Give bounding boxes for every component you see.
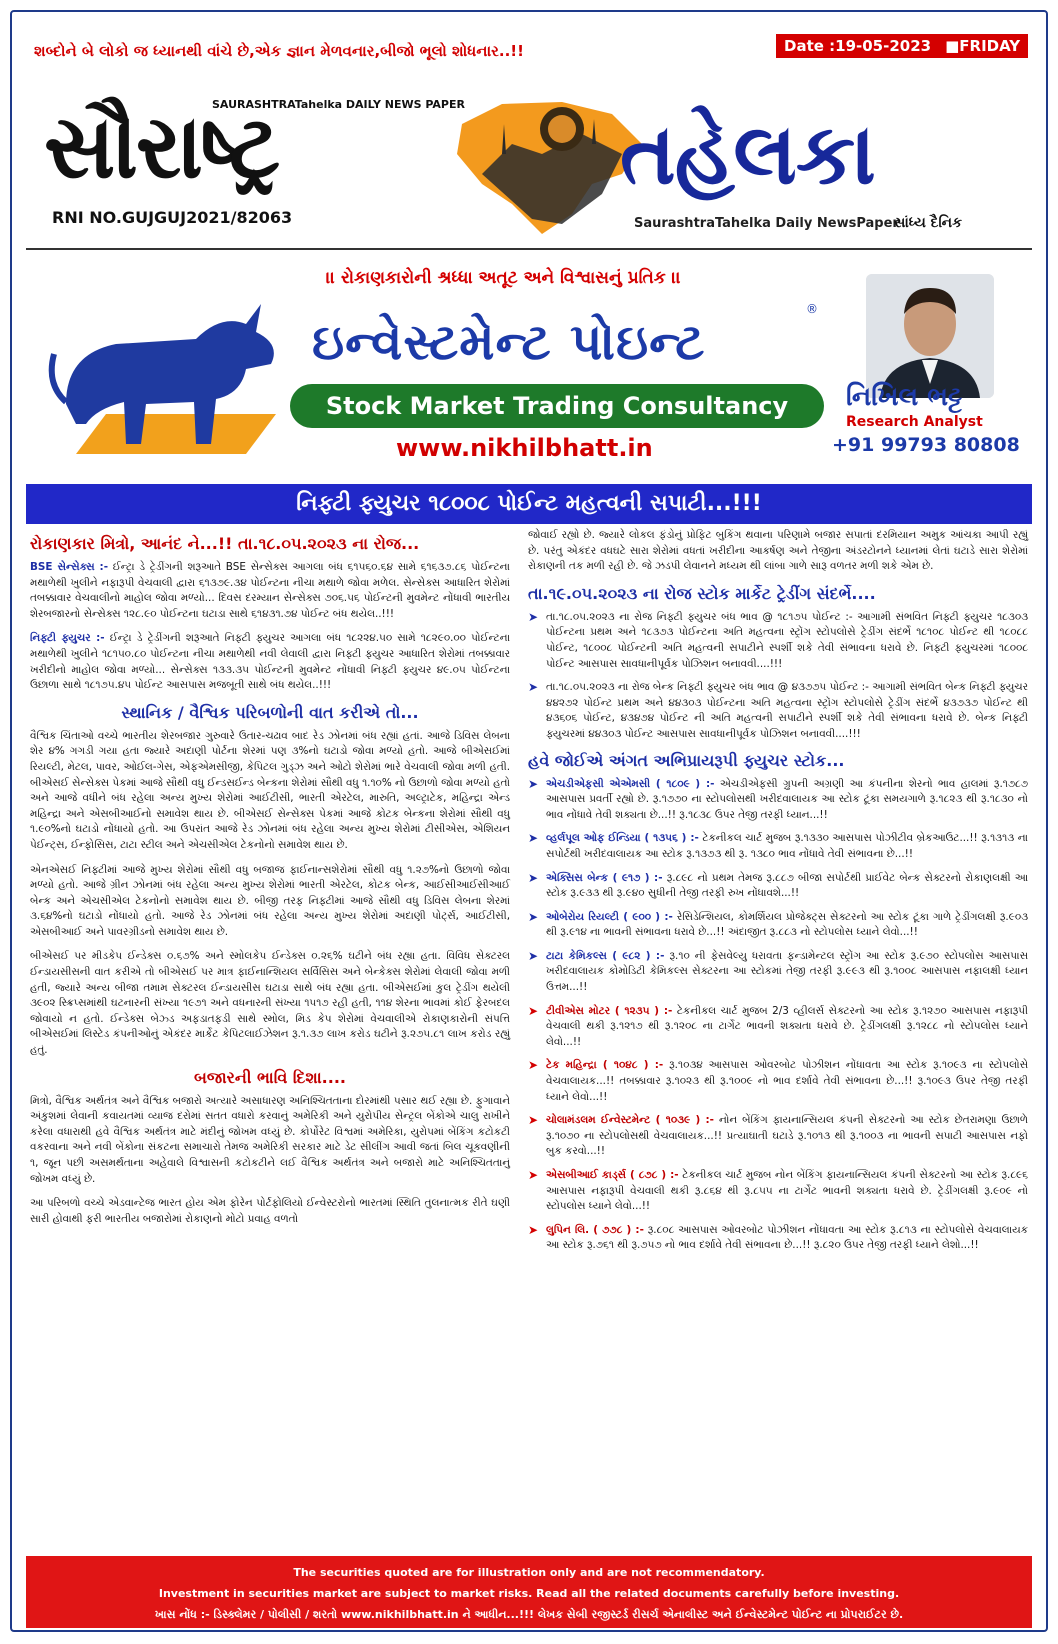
nifty-technical-item: ➤ તા.૧૮.૦૫.૨૦૨૩ ના રોજ નિફ્ટી ફ્યુચર બંધ ભાવ @ ૧૮૧૭૫ પોઈન્ટ :- આગામી સંભવિત નિફ્ટી ફ્યુચર ૧૮૩૦૩ પોઈન્ટના પ્રથમ અને ૧૮૩૭૩ પોઈન્ટના અતિ મહત્વના સ્ટ્રોંગ સ્ટોપલોસે ટ્રેડીંગ સંદર્ભે ૧૮૧૦૮ પોઈન્ટ થી ૧૮૦૮૮ પોઈન્ટ, ૧૮૦૦૮ પોઈન્ટની અતિ મહત્વની સપાટીને સ્પર્શી શકે તેવી સંભાવના ધરાવે છે. નિફ્ટી ફ્યુચરમાં ૧૮૦૦૮ પોઈન્ટ આસપાસ સાવધાનીપૂર્વક પોઝિશન બનાવવી....!!! (528, 610, 1028, 672)
stock-name: વ્હર્લપૂલ ઓફ ઈન્ડિયા ( ૧૩૫૬ ) :- (546, 832, 699, 845)
continued-paragraph: જોવાઈ રહ્યો છે. જ્યારે લોકલ ફંડોનું પ્રોફિટ બુકિંગ થવાના પરિણામે બજાર સપાતાં દરમિયાન અમુક આંચકા આપી રહ્યું છે. પરંતુ એકંદર વધઘટે સારા શેરોમાં વધતાં ખરીદીના આકર્ષણ અને તેજીના અંડરટોનને ધ્યાનમાં લેતાં ઘટાડે સારા શેરોમાં રોકાણની તક મળી રહી છે. જે ઝડપી લેવાનને મધ્યમ થી લાંબા ગાળે સારૂ વળતર મળી શકે એમ છે. (528, 529, 1028, 573)
arrow-icon: ➤ (528, 1222, 539, 1237)
global-paragraph-1: વૈશ્વિક ચિંતાઓ વચ્ચે ભારતીય શેરબજાર ગુરુવારે ઉતાર-ચઢાવ બાદ રેડ ઝોનમાં બંધ રહ્યાં હતાં. આજે ડિવિસ લેબના શેર ૪% ગગડી ગયા હતા જ્યારે અદાણી પોર્ટના શેરમાં પણ ૩%નો ઘટાડો જોવા મળ્યો હતો. આજે બીએસઈમાં રિયલ્ટી, મેટલ, પાવર, ઓઈલ-ગેસ, એફએમસીજી, કેપિટલ ગુડ્ઝ અને ઓટો શેરોમાં ભારે વેચવાલી જોવા મળી હતી. બીએસઈ સેન્સેક્સ પેકમાં આજે સૌથી વધુ ઈન્ડસઈન્ડ બેન્કના શેરોમાં સૌથી વધુ ૧.૧૦% નો ઉછાળો જોવા મળ્યો હતો અને આજે વધીને બંધ રહેલા અન્ય મુખ્ય શેરોમાં આઈટીસી, ભારતી એરટેલ, મારુતિ, અલ્ટ્રાટેક, મહિન્દ્રા એન્ડ મહિન્દ્રા અને એસબીઆઈનો સમાવેશ થાય છે. બીએસઈ સેન્સેક્સ પેકમાં આજે કોટક બેન્કના શેરોમાં સૌથી વધુ ૧.૯૦%નો ઘટાડો નોંધાયો હતો. આ ઉપરાંત આજે રેડ ઝોનમાં બંધ રહેલા અન્ય મુખ્ય શેરોમાં ટીસીએસ, એશિયન પેઈન્ટ્સ, ઈન્ફોસિસ, ટાટા સ્ટીલ અને એચસીએલ ટેકનોનો સમાવેશ થાય છે. (30, 729, 510, 851)
bull-icon (46, 284, 296, 474)
stock-name: એક્સિસ બેન્ક ( ૯૧૭ ) :- (546, 871, 663, 884)
masthead-divider (26, 248, 1032, 250)
arrow-icon: ➤ (528, 1168, 539, 1182)
stock-name: ઓબેરોય રિયલ્ટી ( ૯૦૦ ) :- (546, 910, 673, 923)
stock-name: ટાટા કેમિકલ્સ ( ૯૮૨ ) :- (546, 949, 665, 962)
masthead-subtitle: SAURASHTRATahelka DAILY NEWS PAPER (212, 98, 465, 111)
stock-item (528, 831, 1028, 862)
stock-text: નોન બેંકિંગ ફાયનાન્સિયલ કંપની સેક્ટરનો આ સ્ટોક છેતરામણા ઉછાળે રૂ.૧૦૭૦ ના સ્ટોપલોસથી વેચવાલાયક...!! પ્રત્યાઘાતી ઘટાડે રૂ.૧૦૧૩ થી રૂ.૧૦૦૩ ના ભાવની સપાટી આસપાસ નફો બુક કરવો...!! (546, 1114, 1028, 1158)
person-icon (866, 274, 994, 398)
arrow-icon: ➤ (528, 776, 539, 791)
stock-item (528, 777, 1028, 824)
disclaimer-line-1: The securities quoted are for illustration only and are not recommendatory. (293, 1566, 765, 1579)
masthead (12, 12, 1046, 244)
arrow-icon: ➤ (528, 1113, 539, 1128)
stock-text: રૂ.૮૯૮ નો પ્રથમ તેમજ રૂ.૮૮૭ બીજા સપોર્ટથી પ્રાઈવેટ બેન્ક સેક્ટરનો રોકાણલક્ષી આ સ્ટોક રૂ.૯૩૩ થી રૂ.૯૪૦ સુધીની તેજી તરફી રુખ નોંધાવશે...!! (546, 871, 1028, 900)
stock-item (528, 1113, 1028, 1160)
arrow-icon: ➤ (528, 609, 539, 624)
arrow-icon: ➤ (528, 831, 539, 846)
stock-name: ચોલામંડલમ ઈન્વેસ્ટમેન્ટ ( ૧૦૩૯ ) :- (546, 1114, 714, 1127)
main-headline: નિફ્ટી ફ્યુચર ૧૮૦૦૮ પોઈન્ટ મહત્વની સપાટી...!!! (26, 484, 1032, 524)
stocks-heading: હવે જોઈએ અંગત અભિપ્રાયરૂપી ફ્યુચર સ્ટોક... (528, 750, 845, 770)
arrow-icon: ➤ (528, 948, 539, 963)
stock-item (528, 1223, 1028, 1254)
stock-name: એચડીએફસી એએમસી ( ૧૮૦૯ ) :- (546, 777, 715, 790)
masthead-daily-label: સાંધ્ય દૈનિક (894, 215, 962, 231)
stock-text: ટેકનીકલ ચાર્ટ મુજબ રૂ.૧૩૩૦ આસપાસ પોઝીટીવ બ્રેકઆઉટ...!! રૂ.૧૩૧૩ ના સપોર્ટથી ખરીદવાલાયક આ સ્ટોક રૂ.૧૩૭૩ થી રૂ. ૧૩૮૦ ભાવ નોંધાવે તેવી સંભાવના છે...!! (546, 832, 1028, 860)
ad-website-link[interactable]: www.nikhilbhatt.in (396, 434, 653, 462)
registered-mark: ® (806, 302, 818, 316)
future-paragraph-2: આ પરિબળો વચ્ચે એડવાન્ટેજ ભારત હોય એમ ફોરેન પોર્ટફોલિયો ઈન્વેસ્ટરોનો ભારતમાં સ્થિતિ તુલનાત્મક રીતે ઘણી સારી હોવાથી ફરી ભારતીય બજારોમાં રોકાણનો મોટો પ્રવાહ વળતો (30, 1197, 510, 1225)
future-paragraph-1: મિત્રો, વૈશ્વિક અર્થતંત્ર અને વૈશ્વિક બજારો અત્યારે અસાધારણ અનિશ્ચિતતાના દોરમાંથી પસાર થઈ રહ્યા છે. ફુગાવાને અંકુશમાં લેવાની કવાયતમાં વ્યાજ દરોમાં સતત વધારો કરવાનું અમેરિકી અને યુરોપીય સેન્ટ્રલ બેંકોએ ચાલુ રાખીને કરેલા વધારાથી હવે વૈશ્વિક અર્થતંત્ર માટે મંદીનું જોખમ વધ્યું છે. કોર્પોરેટ વિશ્વમાં અમેરિકા, યુરોપમાં બેંકિંગ કટોકટી વકરવાના અને નવી બેંકોના સંકટના સમાચારો તેમજ અમેરિકી સરકાર માટે ડેટ સીલીંગ આવી જતાં બિલ ચૂકવણીની ૧, જૂન પછી અસમર્થતાના અહેવાલે વિશ્વાસની કટોકટીને લઈ વૈશ્વિક અર્થતંત્ર અને બજારો માટે અનિશ્ચિતતાનું જોખમ વધ્યું છે. (30, 1094, 510, 1185)
bse-paragraph: BSE સેન્સેક્સ :- ઈન્ટ્રા ડે ટ્રેડીંગની શરૂઆતે BSE સેન્સેક્સ આગલા બંધ ૬૧૫૬૦.૬૪ સામે ૬૧૬૩૭.૮૬ પોઈન્ટના મથાળેથી ખુલીને નફારૂપી વેચવાલી દ્વારા ૬૧૩૭૯.૩૪ પોઈન્ટના નીચા મથાળે જોવા મળેલ. સેન્સેક્સ આધારિત શેરોમાં તબક્કાવાર વેચવાલીનો માહોલ જોવા મળ્યો... દિવસ દરમ્યાન સેન્સેક્સ ૭૦૬.૫૬ પોઈન્ટની મુવમેન્ટ નોંધાવી ભારતીય શેરબજારનો સેન્સેક્સ ૧૨૮.૯૦ પોઈન્ટના ઘટાડા સાથે ૬૧૪૩૧.૭૪ પોઈન્ટ બંધ થયેલ..!!! (30, 561, 510, 620)
stock-text: ટેકનીકલ ચાર્ટ મુજબ 2/3 વ્હીલર્સ સેક્ટરનો આ સ્ટોક રૂ.૧૨૭૦ આસપાસ નફારૂપી વેચવાલી થકી રૂ.૧૨૧૭ થી રૂ.૧૨૦૮ ના ટાર્ગેટ ભાવની શક્યતા ધરાવે છે. ટ્રેડીંગલક્ષી રૂ.૧૨૮૮ નો સ્ટોપલોસ ધ્યાને લેવો...!! (546, 1004, 1028, 1048)
date-text: Date :19-05-2023 (784, 37, 932, 55)
stock-item (528, 871, 1028, 902)
arrow-icon: ➤ (528, 1058, 539, 1073)
disclaimer-line-3: ખાસ નોંધ :- ડિસ્ક્લેમર / પોલીસી / શરતો www.nikhilbhatt.in ને આધીન...!!! લેખક સેબી રજીસ્ટર્ડ રીસર્ચ એનાલીસ્ટ અને ઈન્વેસ્ટમેન્ટ પોઈન્ટ ના પ્રોપરાઈટર છે. (154, 1608, 904, 1621)
stock-item (528, 1058, 1028, 1105)
stock-list (528, 777, 1028, 1254)
global-paragraph-3: બીએસઈ પર મીડકેપ ઈન્ડેક્સ ૦.૬૭% અને સ્મોલકેપ ઈન્ડેક્સ ૦.૨૬% ઘટીને બંધ રહ્યા હતા. વિવિધ સેક્ટરલ ઈન્ડાયસીસની વાત કરીએ તો બીએસઈ પર માત્ર ફાઈનાન્શિયલ સર્વિસિસ અને બેન્કેક્સ શેરોમાં લેવાલી જોવા મળી હતી, જ્યારે અન્ય બીજા તમામ સેક્ટરલ ઈન્ડાયસીસ ઘટાડા સાથે બંધ રહ્યા હતા. બીએસઈમાં કુલ ટ્રેડીંગ થયેલી ૩૯૦૨ સ્ક્રિપ્સમાંથી ઘટનારની સંખ્યા ૧૯૭૧ અને વધનારની સંખ્યા ૧૫૧૭ રહી હતી, ૧૧૪ શેરના ભાવમાં કોઈ ફેરબદલ જોવાયો ન હતો. ઈન્ડેક્સ બેઝ્ડ અફડાતફડી સાથે સ્મોલ, મિડ કેપ શેરોમાં વેચવાલીએ રોકાણકારોની સંપત્તિ બીએસઈમાં લિસ્ટેડ કંપનીઓનું એકંદર માર્કેટ કેપિટલાઈઝેશન રૂ.૧.૩૭ લાખ કરોડ ઘટીને રૂ.૨૭૫.૮૧ લાખ કરોડ રહ્યું હતું. (30, 950, 510, 1057)
banknifty-technical-item: ➤ તા.૧૮.૦૫.૨૦૨૩ ના રોજ બેન્ક નિફ્ટી ફ્યુચર બંધ ભાવ @ ૪૩૭૭૫ પોઈન્ટ :- આગામી સંભવિત બેન્ક નિફ્ટી ફ્યુચર ૪૪૨૭૨ પોઈન્ટ પ્રથમ અને ૪૪૩૦૩ પોઈન્ટના અતિ મહત્વના સ્ટ્રોંગ સ્ટોપલોસે ટ્રેડીંગ સંદર્ભે ૪૩૭૩૭ પોઈન્ટ થી ૪૩૬૦૬ પોઈન્ટ, ૪૩૪૭૪ પોઈન્ટ ની અતિ મહત્વની સપાટીને સ્પર્શી શકે તેવી સંભાવના ધરાવે છે. બેન્ક નિફ્ટી ફ્યુચરમાં ૪૪૩૦૩ પોઈન્ટ આસપાસ સાવધાનીપૂર્વક પોઝિશન બનાવવી....!!! (528, 680, 1028, 742)
masthead-english-name: SaurashtraTahelka Daily NewsPaper (634, 216, 899, 231)
arrow-icon: ➤ (528, 680, 539, 695)
disclaimer-line-2: Investment in securities market are subject to market risks. Read all the related documents carefully before investing. (158, 1587, 900, 1600)
intro-heading: રોકાણકાર મિત્રો, આનંદ ને...!! તા.૧૮.૦૫.૨૦૨૩ ના રોજ... (30, 534, 420, 553)
global-factors-heading: સ્થાનિક / વૈશ્વિક પરિબળોની વાત કરીએ તો... (121, 702, 419, 722)
stock-item (528, 1004, 1028, 1051)
stock-name: લુપિન લિ. ( ૭૭૮ ) :- (546, 1223, 644, 1236)
rni-number: RNI NO.GUJGUJ2021/82063 (52, 208, 293, 227)
day-text: ■FRIDAY (945, 37, 1021, 55)
stock-text: રૂ.૧૦૩૪ આસપાસ ઓવરબોટ પોઝીશન નોંધાવતા આ સ્ટોક રૂ.૧૦૯૩ ના સ્ટોપલોસે વેચવાલાયક...!! તબક્કાવાર રૂ.૧૦૨૩ થી રૂ.૧૦૦૯ નો ભાવ દર્શાવે તેવી સંભાવના છે...!! રૂ.૧૦૯૩ ઉપર તેજી તરફી ધ્યાને લેવો...!! (546, 1059, 1028, 1103)
date-box (776, 34, 1028, 58)
analyst-photo (866, 274, 994, 398)
analyst-phone[interactable]: +91 99793 80808 (832, 434, 1020, 456)
future-direction-heading: બજારની ભાવિ દિશા.... (194, 1067, 346, 1087)
global-paragraph-2: એનએસઈ નિફ્ટીમાં આજે મુખ્ય શેરોમાં સૌથી વધુ બજાજ ફાઈનાન્સશેરોમાં સૌથી વધુ ૧.૨૭%નો ઉછાળો જોવા મળ્યો હતો. આજે ગ્રીન ઝોનમાં બંધ રહેલા અન્ય મુખ્ય શેરોમાં ભારતી એરટેલ, કોટક બેન્ક, આઈસીઆઈસીઆઈ બેન્ક અને એચસીએલ ટેકનોનો સમાવેશ થાય છે. બીજી તરફ નિફ્ટીમાં આજે સૌથી વધુ ડિવિસ લેબના શેરમાં ૩.૬૪%નો ઘટાડો નોંધાયો હતો. આજે રેડ ઝોનમાં બંધ રહેલા અન્ય મુખ્ય શેરોમાં અદાણી પોર્ટ્સ, આઈટીસી, એસબીઆઈ અને પાવરગ્રીડનો સમાવેશ થાય છે. (30, 863, 510, 938)
ad-tagline-bar: Stock Market Trading Consultancy (290, 384, 824, 428)
stock-name: ટીવીએસ મોટર ( ૧૨૩૫ ) :- (546, 1004, 673, 1017)
analyst-role: Research Analyst (846, 414, 983, 430)
nifty-paragraph: નિફ્ટી ફ્યુચર :- ઈન્ટ્રા ડે ટ્રેડીંગની શરૂઆતે નિફ્ટી ફ્યુચર આગલા બંધ ૧૮૨૨૪.૫૦ સામે ૧૮૨૯૦.૦૦ પોઈન્ટના મથાળેથી ખુલીને ૧૮૧૫૦.૮૦ પોઈન્ટના નીચા મથાળેથી નવી લેવાલી દ્વારા નિફ્ટી ફ્યુચર આધારિત શેરોમાં તબક્કાવાર ખરીદીનો માહોલ જોવા મળ્યો... સેન્સેક્સ ૧૩૩.૩૫ પોઈન્ટની મુવમેન્ટ નોંધાવી નિફ્ટી ફ્યુચર ૪૯.૦૫ પોઈન્ટના ઉછાળા સાથે ૧૮૧૭૫.૪૫ પોઈન્ટ આસપાસ મજબૂતી સાથે બંધ થયેલ..!!! (30, 632, 510, 692)
analyst-name: નિખિલ ભટ્ટ (846, 382, 963, 412)
tagline: શબ્દોને બે લોકો જ ધ્યાનથી વાંચે છે,એક જ્ઞાન મેળવનાર,બીજો ભૂલો શોધનાર..!! (34, 42, 524, 60)
stock-text: રેસિડેન્શિયલ, કોમર્શિયલ પ્રોજેક્ટ્સ સેક્ટરનો આ સ્ટોક ટૂંકા ગાળે ટ્રેડીંગલક્ષી રૂ.૯૦૩ થી રૂ.૯૧૪ ના ભાવની સંભાવના ધરાવે છે...!! અંદાજીત રૂ.૮૮૩ નો સ્ટોપલોસ ધ્યાને લેવો...!! (546, 910, 1029, 939)
disclaimer-footer (26, 1556, 1032, 1628)
stock-item (528, 910, 1028, 941)
masthead-title-left: સૌરાષ્ટ્ર (44, 94, 279, 198)
advertisement-banner (26, 254, 1032, 480)
masthead-title-right: તહેલકા (620, 104, 875, 203)
arrow-icon: ➤ (528, 870, 539, 885)
stock-text: એચડીએફસી ગ્રુપની અગ્રણી આ કંપનીના શેરનો ભાવ હાલમાં રૂ.૧૭૮૭ આસપાસ પ્રવર્તી રહ્યો છે. રૂ.૧૭૭૦ ના સ્ટોપલોસથી ખરીદવાલાયક આ સ્ટોક ટૂંકા સમયગાળે રૂ.૧૮૨૩ થી રૂ.૧૮૩૦ નો ભાવ નોંધાવે તેવી શક્યતા છે...!! રૂ.૧૮૩૮ ઉપર તેજી તરફી ધ્યાન...!! (546, 777, 1028, 821)
ad-top-line: ।। રોકાણકારોની શ્રધ્ધા અતૂટ અને વિશ્વાસનું પ્રતિક ।। (326, 268, 681, 288)
newspaper-page (10, 10, 1048, 1632)
stock-item (528, 1168, 1028, 1215)
stock-name: ટેક મહિન્દ્રા ( ૧૦૪૮ ) :- (546, 1059, 664, 1072)
stock-text: રૂ.૧૦ ની ફેસવેલ્યુ ધરાવતા ફન્ડામેન્ટલ સ્ટ્રોંગ આ સ્ટોક રૂ.૯૭૦ સ્ટોપલોસ આસપાસ ખરીદવાલાયક કોમોડિટી કેમિકલ્સ સેક્ટરના આ સ્ટોકમાં તેજી તરફી રૂ.૯૯૩ થી રૂ.૧૦૦૮ આસપાસ નફાલક્ષી ધ્યાન ઉત્તમ...!! (546, 949, 1028, 994)
arrow-icon: ➤ (528, 1003, 539, 1018)
ad-brand-name: ઇન્વેસ્ટમેન્ટ પોઇન્ટ (312, 312, 706, 371)
stock-text: ટેકનીકલ ચાર્ટ મુજબ નોન બેંકિંગ ફાયનાન્સિયલ કંપની સેક્ટરનો આ સ્ટોક રૂ.૮૯૬ આસપાસ નફારૂપી વેચવાલી થકી રૂ.૮૬૪ થી રૂ.૮૫૫ ના ટાર્ગેટ ભાવની શક્યતા ધરાવે છે. ટ્રેડીંગલક્ષી રૂ.૯૦૯ નો સ્ટોપલોસ ધ્યાને લેવો...!! (546, 1169, 1028, 1213)
arrow-icon: ➤ (528, 909, 539, 924)
left-column (30, 528, 510, 1236)
technical-heading: તા.૧૯.૦૫.૨૦૨૩ ના રોજ સ્ટોક માર્કેટ ટ્રેડીંગ સંદર્ભે.... (528, 583, 876, 603)
stock-item (528, 949, 1028, 996)
stock-text: રૂ.૮૦૮ આસપાસ ઓવરબોટ પોઝીશન નોંધાવતા આ સ્ટોક રૂ.૮૧૩ ના સ્ટોપલોસે વેચવાલાયક આ સ્ટોક રૂ.૭૬૧ થી રૂ.૭૫૭ નો ભાવ દર્શાવે તેવી સંભાવના છે...!! રૂ.૮૨૦ ઉપર તેજી તરફી ધ્યાને લેશો...!! (546, 1223, 1028, 1252)
right-column (528, 528, 1028, 1262)
stock-name: એસબીઆઈ કાર્ડ્સ ( ૮૭૮ ) :- (546, 1169, 679, 1181)
